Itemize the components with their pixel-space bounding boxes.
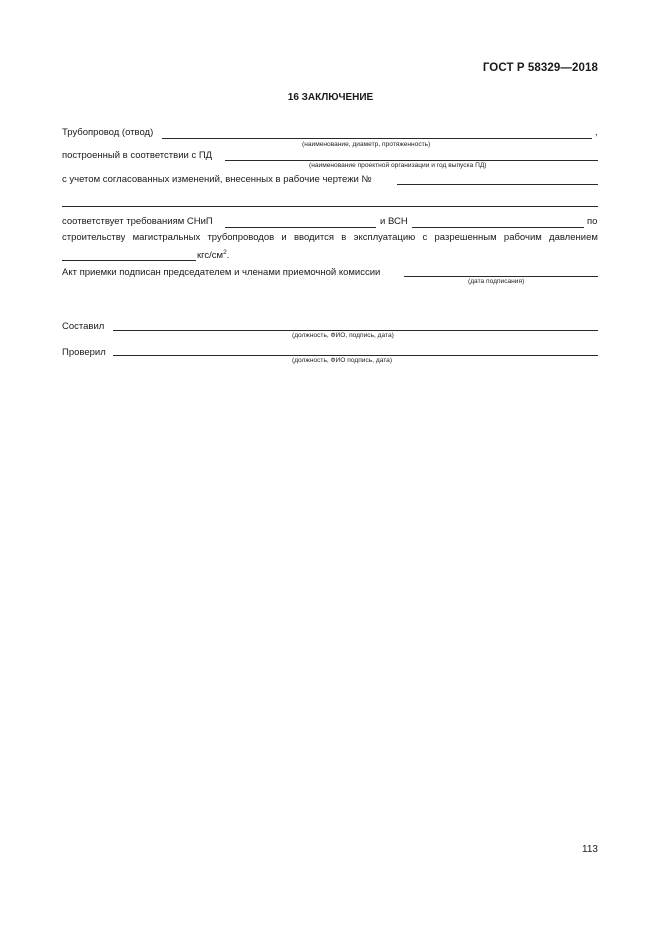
pipeline-comma: ,	[595, 127, 598, 138]
po-label: по	[587, 216, 598, 227]
built-field[interactable]	[225, 160, 598, 161]
act-date-field[interactable]	[404, 276, 598, 277]
page-number: 113	[582, 844, 598, 855]
pipeline-label: Трубопровод (отвод)	[62, 127, 154, 138]
word: трубопроводов	[207, 232, 275, 243]
changes-continuation-field[interactable]	[62, 206, 598, 207]
pressure-unit-text: кгс/см	[197, 250, 224, 261]
compiled-label: Составил	[62, 321, 105, 332]
word: давлением	[549, 232, 598, 243]
pipeline-field[interactable]	[162, 138, 592, 139]
pressure-unit	[197, 250, 229, 262]
compiled-caption: (должность, ФИО, подпись, дата)	[292, 332, 394, 339]
act-label: Акт приемки подписан председателем и членами приемочной комиссии	[62, 267, 381, 278]
checked-field[interactable]	[113, 355, 598, 356]
word: вводится	[293, 232, 335, 243]
document-code: ГОСТ Р 58329—2018	[482, 62, 598, 74]
word: строительству	[62, 232, 126, 243]
pressure-unit-power: 2	[223, 248, 227, 256]
word: в	[341, 232, 347, 243]
built-label: построенный в соответствии с ПД	[62, 150, 213, 161]
snip-field[interactable]	[225, 227, 376, 228]
built-caption: (наименование проектной организации и год выпуска ПД)	[309, 162, 487, 169]
drawings-number-field[interactable]	[397, 184, 598, 185]
pipeline-caption: (наименование, диаметр, протяженность)	[302, 141, 431, 148]
checked-caption: (должность, ФИО подпись, дата)	[292, 357, 393, 364]
compiled-field[interactable]	[113, 330, 598, 331]
section-title: 16 ЗАКЛЮЧЕНИЕ	[287, 92, 374, 103]
complies-label: соответствует требованиям СНиП	[62, 216, 213, 227]
vsn-field[interactable]	[412, 227, 584, 228]
pressure-field[interactable]	[62, 260, 196, 261]
word: разрешенным	[434, 232, 497, 243]
word: эксплуатацию	[353, 232, 416, 243]
word: с	[422, 232, 428, 243]
pressure-unit-end: .	[226, 250, 230, 261]
act-caption: (дата подписания)	[468, 278, 525, 285]
word: магистральных	[132, 232, 201, 243]
vsn-label: и ВСН	[380, 216, 408, 227]
changes-label: с учетом согласованных изменений, внесенных в рабочие чертежи №	[62, 174, 372, 185]
checked-label: Проверил	[62, 347, 106, 358]
word: рабочим	[503, 232, 542, 243]
construction-sentence	[62, 232, 598, 244]
word: и	[281, 232, 287, 243]
